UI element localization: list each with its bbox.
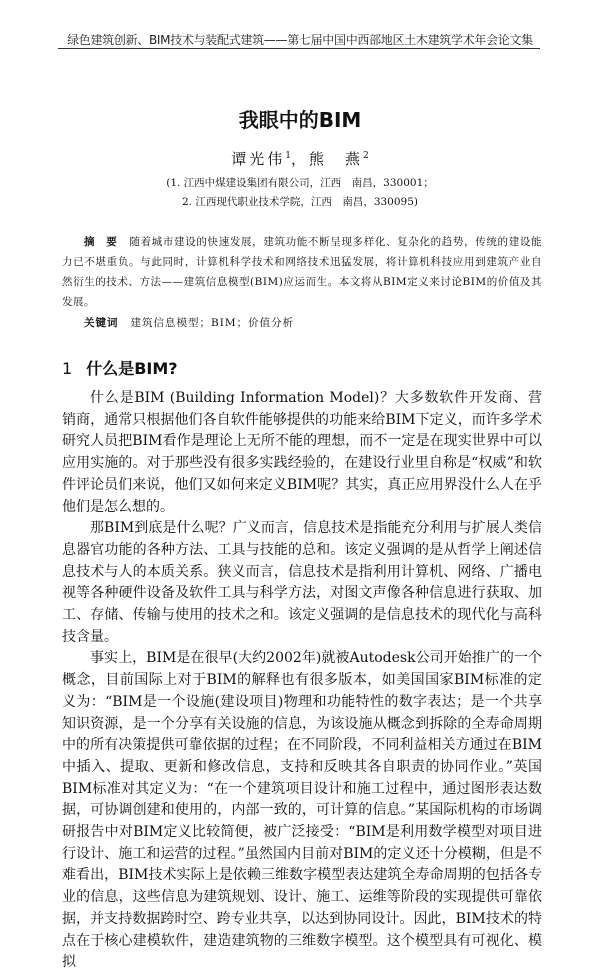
paper-title: 我眼中的BIM xyxy=(238,108,362,132)
abstract-text: 随着城市建设的快速发展，建筑功能不断呈现多样化、复杂化的趋势，传统的建设能力已不堪重负。与此同时，计算机科学技术和网络技术迅猛发展，将计算机科技应用到建筑产业自然衍生的技术、方法——建筑信息模型(BIM)应运而生。本文将从BIM定义来讨论BIM的价值及其发展。 xyxy=(62,236,543,308)
section-number: 1 xyxy=(62,359,73,378)
author-list xyxy=(0,148,600,169)
body-text xyxy=(62,388,542,974)
author-name: 熊 燕 xyxy=(309,150,364,168)
keywords-label: 关键词 xyxy=(84,317,119,329)
affiliation-marker: 1 xyxy=(285,151,291,161)
author-name: 谭光伟 xyxy=(231,150,286,168)
affiliation-marker: 2 xyxy=(363,151,369,161)
abstract-label: 摘 要 xyxy=(84,236,118,248)
abstract xyxy=(62,232,542,312)
running-header: 绿色建筑创新、BIM技术与装配式建筑——第七届中国中西部地区土木建筑学术年会论文集 xyxy=(67,33,533,47)
paragraph: 什么是BIM (Building Information Model)？大多数软件开发商、营销商，通常只根据他们各自软件能够提供的功能来给BIM下定义，而许多学术研究人员把BIM看作是理论上无所不能的理想，而不一定是在现实世界中可以应用实施的。对于那些没有很多实践经验的，在建设行业里自称是“权威”和软件评论员们来说，他们又如何来定义BIM呢？其实，真正应用界没什么人在乎他们是怎么想的。 xyxy=(62,390,542,515)
section-heading xyxy=(62,358,542,380)
section-title: 什么是BIM? xyxy=(86,359,178,378)
keywords-text: 建筑信息模型；BIM；价值分析 xyxy=(130,317,295,329)
affiliation: (1. 江西中煤建设集团有限公司，江西 南昌，330001； xyxy=(166,177,434,189)
main-flow xyxy=(62,232,542,974)
paragraph: 那BIM到底是什么呢？广义而言，信息技术是指能充分利用与扩展人类信息器官功能的各种方法、工具与技能的总和。该定义强调的是从哲学上阐述信息技术与人的本质关系。狭义而言，信息技术是指利用计算机、网络、广播电视等各种硬件设备及软件工具与科学方法，对图文声像各种信息进行获取、加工、存储、传输与使用的技术之和。该定义强调的是信息技术的现代化与高科技含量。 xyxy=(62,520,542,645)
paragraph: 事实上，BIM是在很早(大约2002年)就被Autodesk公司开始推广的一个概念，目前国际上对于BIM的解释也有很多版本，如美国国家BIM标准的定义为：“BIM是一个设施(建设项目)物理和功能特性的数字表达；是一个共享知识资源，是一个分享有关设施的信息，为该设施从概念到拆除的全寿命周期中的所有决策提供可靠依据的过程；在不同阶段，不同利益相关方通过在BIM中插入、提取、更新和修改信息，支持和反映其各自职责的协同作业。”英国BIM标准对其定义为：“在一个建筑项目设计和施工过程中，通过图形表达数据，可协调创建和使用的，内部一致的，可计算的信息。”某国际机构的市场调研报告中对BIM定义比较简便，被广泛接受：“BIM是利用数学模型对项目进行设计、施工和运营的过程。”虽然国内目前对BIM的定义还十分模糊，但是不难看出，BIM技术实际上是依赖三维数字模型表达建筑全寿命周期的包括各专业的信息，这些信息为建筑规划、设计、施工、运维等阶段的实现提供可靠依据，并支持数据跨时空、跨专业共享，以达到协同设计。因此，BIM技术的特点在于核心建模软件，建造建筑物的三维数字模型。这个模型具有可视化、模拟 xyxy=(62,650,542,971)
header-rule xyxy=(58,48,540,49)
affiliation: 2. 江西现代职业技术学院，江西 南昌，330095) xyxy=(181,196,419,208)
keywords xyxy=(84,314,542,332)
author-separator: ， xyxy=(290,150,309,168)
